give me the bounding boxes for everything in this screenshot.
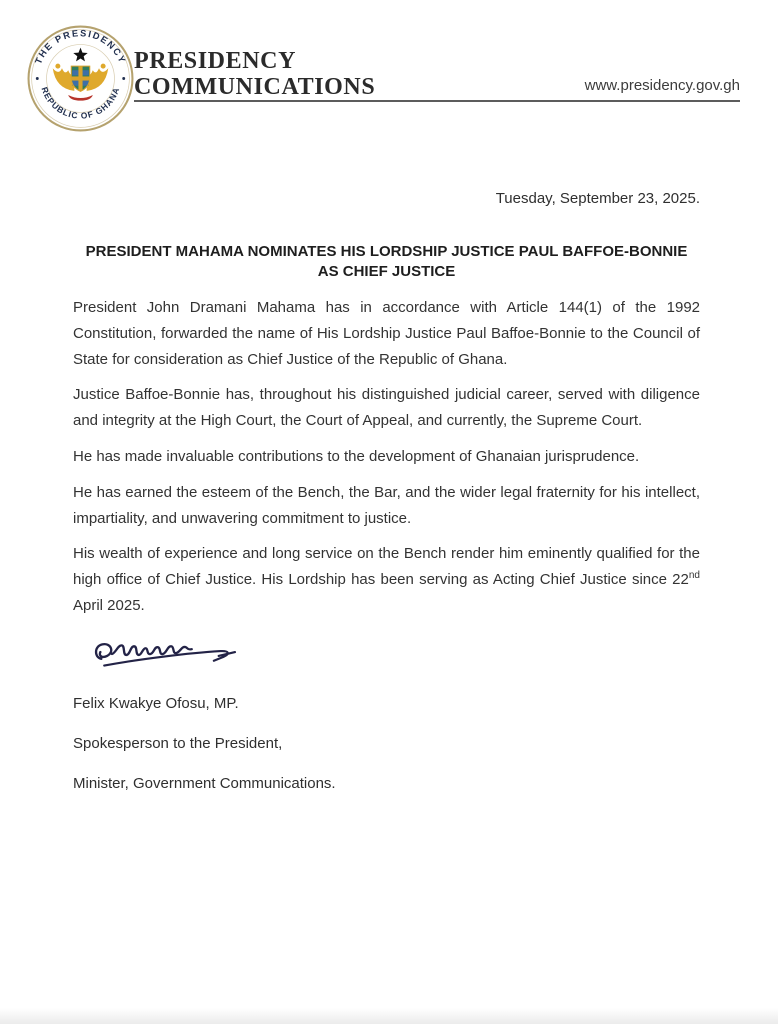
handwritten-signature [87,629,700,675]
seal-top-text: THE PRESIDENCY [33,28,128,66]
org-name-line2: COMMUNICATIONS [134,73,376,100]
ghana-coat-of-arms-seal-icon [27,25,134,132]
date-line: Tuesday, September 23, 2025. [495,190,700,207]
presidency-seal [27,25,134,132]
paragraph-5-text: His wealth of experience and long service on the Bench render him eminently qualified for the high office of Chief Justice. His Lordship has been serving as Acting Chief Justice since 22 [73,545,700,589]
signature-scrawl-icon [87,629,257,679]
ordinal-superscript: nd [688,570,700,582]
letter-body [73,186,700,801]
paragraph-5-tail: April 2025. [73,596,145,614]
seal-bottom-text: REPUBLIC OF GHANA [39,85,122,121]
paragraph-5 [73,541,700,618]
signatory-title-2: Minister, Government Communications. [73,774,336,792]
paragraph-2: Justice Baffoe-Bonnie has, throughout his distinguished judicial career, served with diligence and integrity at the High Court, the Court of Appeal, and currently, the Supreme Court. [73,386,700,430]
signatory-name: Felix Kwakye Ofosu, MP. [73,694,239,712]
paragraph-3: He has made invaluable contributions to the development of Ghanaian jurisprudence. [73,447,640,465]
letterhead-divider [134,100,740,102]
paragraph-4: He has earned the esteem of the Bench, the Bar, and the wider legal fraternity for his intellect, impartiality, and unwavering commitment to justice. [73,483,700,527]
signatory-title-1: Spokesperson to the President, [73,734,283,752]
photo-bottom-edge [0,1008,778,1024]
org-name-line1: PRESIDENCY [134,48,297,74]
paragraph-1: President John Dramani Mahama has in accordance with Article 144(1) of the 1992 Constitution, forwarded the name of His Lordship Justice Paul Baffoe-Bonnie to the Council of State for consideration as Chief Justice of the Republic of Ghana. [73,299,700,368]
website-url: www.presidency.gov.gh [584,77,740,94]
press-release-title: PRESIDENT MAHAMA NOMINATES HIS LORDSHIP JUSTICE PAUL BAFFOE-BONNIE AS CHIEF JUSTICE [85,243,688,280]
